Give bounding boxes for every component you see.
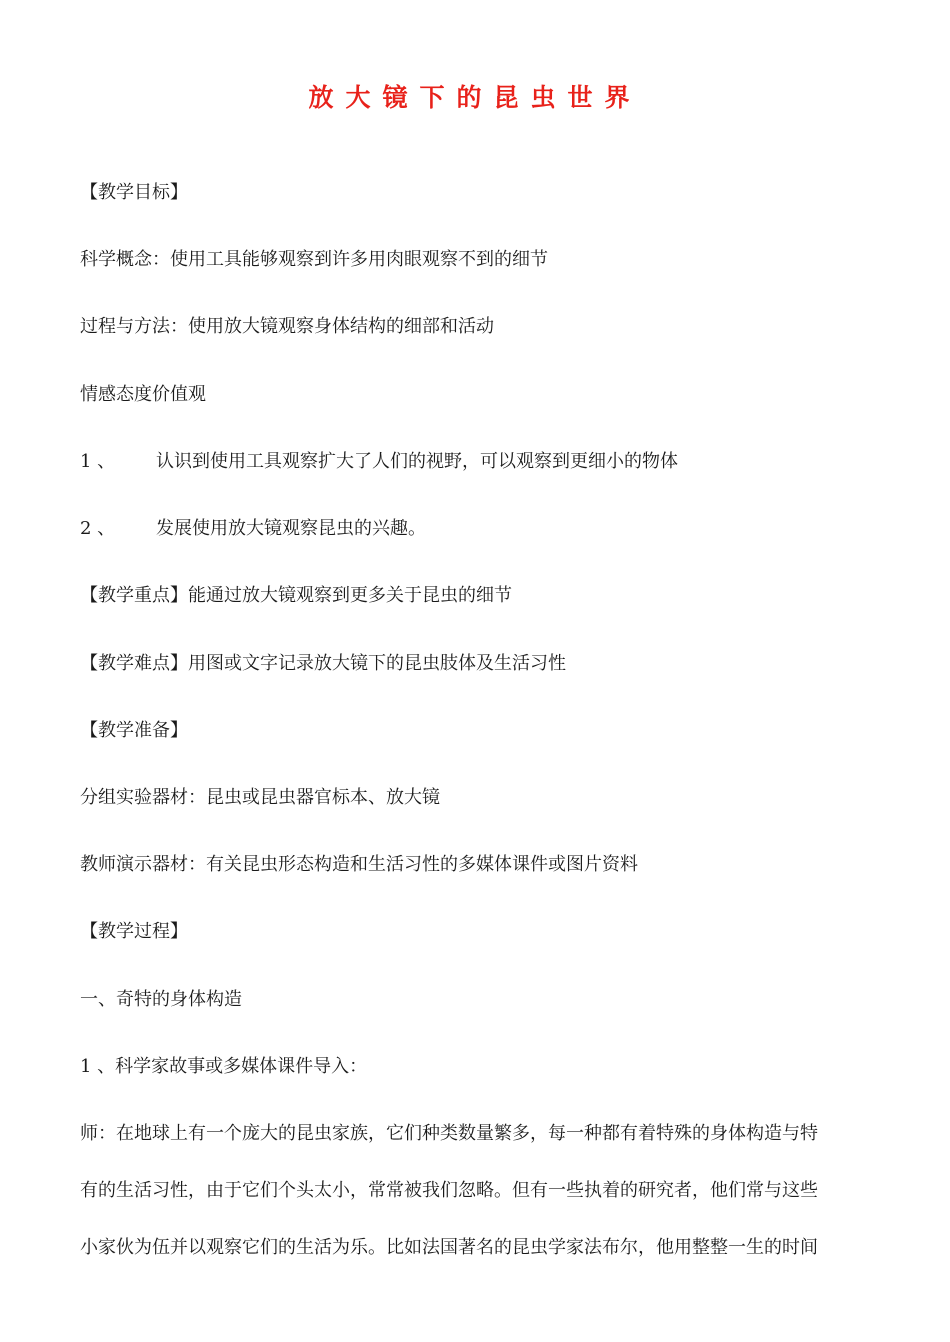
- list-item-number: 2 、: [80, 518, 116, 539]
- paragraph-line: 师：在地球上有一个庞大的昆虫家族，它们种类数量繁多，每一种都有着特殊的身体构造与特: [80, 1123, 818, 1144]
- step-1-line: 1 、科学家故事或多媒体课件导入：: [80, 1056, 368, 1077]
- attitude-line: 情感态度价值观: [80, 384, 206, 405]
- intro-paragraph: [80, 1119, 875, 1290]
- list-item-number: 1 、: [80, 451, 116, 472]
- teacher-materials-line: 教师演示器材：有关昆虫形态构造和生活习性的多媒体课件或图片资料: [80, 854, 638, 875]
- key-point-line: 【教学重点】能通过放大镜观察到更多关于昆虫的细节: [80, 585, 512, 606]
- process-method-line: 过程与方法：使用放大镜观察身体结构的细部和活动: [80, 316, 494, 337]
- list-item-text: 认识到使用工具观察扩大了人们的视野，可以观察到更细小的物体: [156, 451, 678, 472]
- paragraph-line: 小家伙为伍并以观察它们的生活为乐。比如法国著名的昆虫学家法布尔，他用整整一生的时间: [80, 1237, 818, 1258]
- list-item-2: [80, 514, 426, 544]
- science-concept-line: 科学概念：使用工具能够观察到许多用肉眼观察不到的细节: [80, 249, 548, 270]
- paragraph-line: 有的生活习性，由于它们个头太小，常常被我们忽略。但有一些执着的研究者，他们常与这些: [80, 1180, 818, 1201]
- process-heading: 【教学过程】: [80, 921, 188, 942]
- list-item-text: 发展使用放大镜观察昆虫的兴趣。: [156, 518, 426, 539]
- page-title: 放大镜下的昆虫世界: [308, 83, 642, 112]
- difficulty-line: 【教学难点】用图或文字记录放大镜下的昆虫肢体及生活习性: [80, 653, 566, 674]
- list-item-1: [80, 447, 678, 477]
- prep-heading: 【教学准备】: [80, 720, 188, 741]
- section-1-heading: 一、奇特的身体构造: [80, 989, 242, 1010]
- group-materials-line: 分组实验器材：昆虫或昆虫器官标本、放大镜: [80, 787, 440, 808]
- goal-heading: 【教学目标】: [80, 182, 188, 203]
